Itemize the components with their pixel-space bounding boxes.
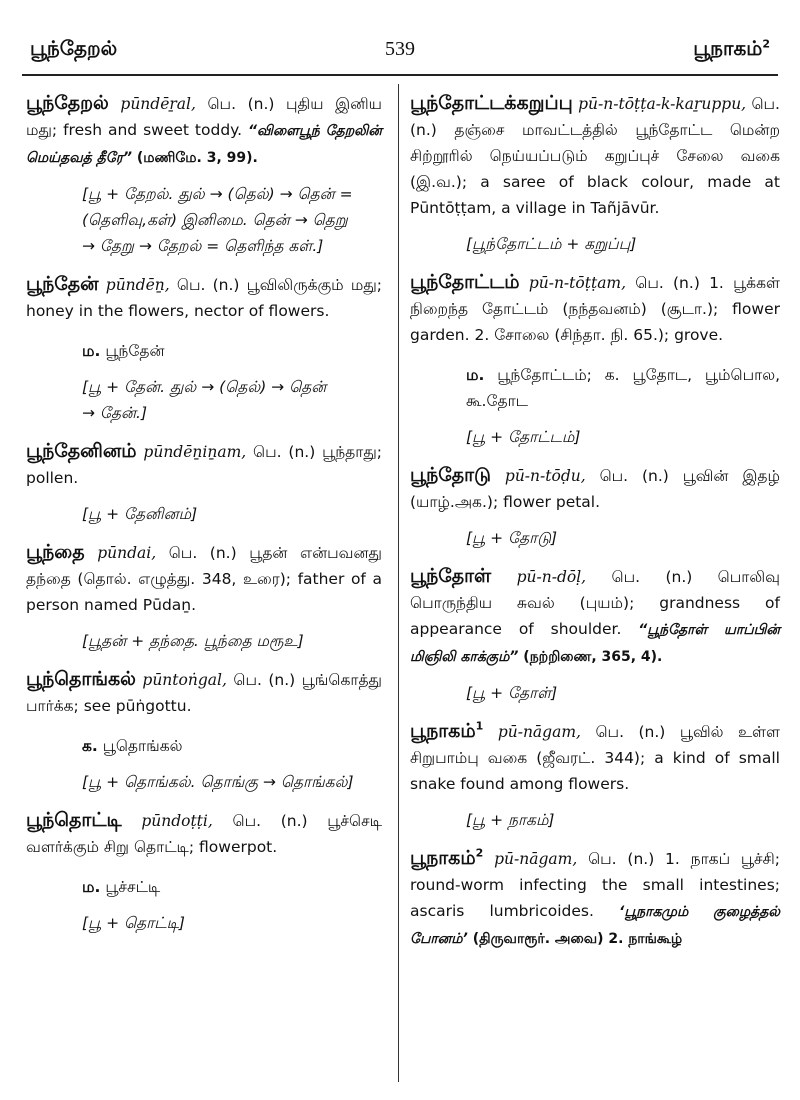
- quotation: ‘பூநாகமும் குழைத்தல் போனம்’: [410, 904, 781, 947]
- transliteration: pūndēṟal,: [120, 95, 196, 113]
- definition: பெ. (n.) பூவின் இதழ் (யாழ்.அக.); flower petal.: [410, 467, 780, 511]
- etymology: [பூ + தோடு]: [466, 529, 558, 547]
- entry: [26, 807, 382, 936]
- entry: [410, 269, 780, 450]
- header-rule: [22, 74, 778, 76]
- headword: பூநாகம்$^2$: [410, 846, 484, 869]
- entry-body: [26, 271, 382, 324]
- transliteration: pū-n-dōḷ,: [516, 568, 587, 586]
- quotation: “பூந்தோள் யாப்பின் மிஞிலி காக்கும்”: [410, 622, 780, 665]
- entry: [26, 438, 382, 527]
- definition: பெ. (n.) புதிய இனிய மது; fresh and sweet toddy.: [26, 95, 382, 139]
- definition: பெ. (n.) பூவிலிருக்கும் மது; honey in the flowers, nector of flowers.: [26, 276, 382, 320]
- etymology: [பூ + தேன். துல் → (தெல்) → தென் → தேன்.]: [82, 378, 327, 422]
- headword: பூந்தோட்டக்கறுப்பு: [410, 92, 573, 114]
- entry-body: [410, 269, 780, 348]
- etymology: [பூ + தோட்டம்]: [466, 428, 581, 446]
- etymology: [பூ + தொட்டி]: [82, 914, 185, 932]
- entry-body: [410, 563, 780, 670]
- cognate: க. பூதொங்கல்: [82, 737, 183, 755]
- etymology: [பூ + நாகம்]: [466, 811, 555, 829]
- definition: பெ. (n.) பொலிவு பொருந்திய சுவல் (புயம்); grandness of appearance of shoulder.: [410, 568, 781, 638]
- headword: பூநாகம்$^1$: [410, 719, 484, 742]
- entry-body: [410, 718, 780, 797]
- definition: பெ. (n.) 1. பூக்கள் நிறைந்த தோட்டம் (நந்தவனம்) (சூடா.); flower garden. 2. சோலை (சிந்தா. நி. 65.); grove.: [410, 274, 780, 344]
- quotation: “விளைபூந் தேறலின் மெய்தவத் தீரே”: [26, 123, 383, 166]
- headword: பூந்தேறல்: [26, 92, 109, 114]
- header-left-guideword: பூந்தேறல்: [30, 36, 118, 60]
- headword: பூந்தொங்கல்: [26, 668, 136, 690]
- definition: பெ. (n.) 1. நாகப் பூச்சி; round-worm infecting the small intestines; ascaris lumbricoides.: [410, 850, 780, 920]
- definition: பெ. (n.) பூதன் என்பவனது தந்தை (தொல். எழுத்து. 348, உரை); father of a person named Pūdaṉ.: [26, 544, 382, 614]
- headword: பூந்தோள்: [410, 565, 492, 587]
- entry-body: [26, 539, 382, 618]
- entry-body: [26, 438, 382, 491]
- definition: பெ. (n.) தஞ்சை மாவட்டத்தில் பூந்தோட்ட மென்ற சிற்றூரில் நெய்யப்படும் கறுப்புச் சேலை வகை (இ.வ.); a saree of black colour, made at Pūntōṭṭam, a village in Tañjāvūr.: [410, 95, 780, 217]
- entry: [26, 539, 382, 654]
- entry-body: [26, 90, 382, 171]
- transliteration: pū-n-tōḍu,: [504, 467, 586, 485]
- entry: [410, 718, 780, 833]
- entry-body: [410, 90, 780, 221]
- definition: பெ. (n.) பூந்தாது; pollen.: [26, 443, 382, 487]
- entry: [26, 666, 382, 795]
- citation: (மணிமே. 3, 99).: [131, 150, 258, 166]
- entry-body: [26, 666, 382, 719]
- etymology: [பூ + தொங்கல். தொங்கு → தொங்கல்]: [82, 773, 354, 791]
- transliteration: pūntoṅgal,: [142, 671, 227, 689]
- transliteration: pū-n-tōṭṭam,: [528, 274, 627, 292]
- entry: [26, 271, 382, 426]
- page-header: [25, 30, 775, 70]
- headword: பூந்தை: [26, 541, 85, 563]
- entry: [410, 845, 780, 952]
- headword: பூந்தோட்டம்: [410, 271, 520, 293]
- entry: [410, 462, 780, 551]
- citation: (திருவாரூர். அவை) 2. நாங்கூழ்: [467, 931, 683, 947]
- column-divider: [398, 84, 399, 1082]
- left-column: [26, 90, 382, 948]
- transliteration: pūndoṭṭi,: [141, 812, 213, 830]
- right-column: [410, 90, 780, 964]
- headword: பூந்தோடு: [410, 464, 492, 486]
- entry: [410, 563, 780, 706]
- entry-body: [410, 845, 780, 952]
- definition: பெ. (n.) பூவில் உள்ள சிறுபாம்பு வகை (ஜீவரட். 344); a kind of small snake found among flowers.: [410, 723, 781, 793]
- etymology: [பூந்தோட்டம் + கறுப்பு]: [466, 235, 637, 253]
- transliteration: pūndai,: [97, 544, 157, 562]
- entry-body: [26, 807, 382, 860]
- transliteration: pūndēṉ,: [105, 276, 170, 294]
- transliteration: pū-n-tōṭṭa-k-kaṟuppu,: [578, 95, 747, 113]
- entry: [26, 90, 382, 259]
- definition: பெ. (n.) பூச்செடி வளர்க்கும் சிறு தொட்டி; flowerpot.: [26, 812, 382, 856]
- entry: [410, 90, 780, 257]
- citation: (நற்றிணை, 365, 4).: [518, 649, 663, 665]
- cognate: ம. பூந்தோட்டம்; க. பூதோட, பூம்பொல, கூ.தோட: [466, 366, 780, 410]
- etymology: [பூ + தேறல். துல் → (தெல்) → தென் = (தெளிவு,கள்) இனிமை. தென் → தெறு → தேறு → தேறல் = தெளிந்த கள்.]: [82, 185, 353, 255]
- definition: பெ. (n.) பூங்கொத்து பார்க்க; see pūṅgottu.: [26, 671, 382, 715]
- cognate: ம. பூந்தேன்: [82, 342, 165, 360]
- transliteration: pū-nāgam,: [494, 850, 578, 868]
- entry-body: [410, 462, 780, 515]
- cognate: ம. பூச்சட்டி: [82, 878, 161, 896]
- headword: பூந்தேனினம்: [26, 440, 137, 462]
- etymology: [பூதன் + தந்தை. பூந்தை மரூஉ]: [82, 632, 304, 650]
- headword: பூந்தொட்டி: [26, 809, 122, 831]
- etymology: [பூ + தோள்]: [466, 684, 558, 702]
- transliteration: pūndēṉiṉam,: [143, 443, 247, 461]
- headword: பூந்தேன்: [26, 273, 99, 295]
- header-right-guideword: பூநாகம்$^2$: [693, 36, 770, 60]
- transliteration: pū-nāgam,: [497, 723, 581, 741]
- etymology: [பூ + தேனினம்]: [82, 505, 198, 523]
- page-number: 539: [385, 38, 415, 60]
